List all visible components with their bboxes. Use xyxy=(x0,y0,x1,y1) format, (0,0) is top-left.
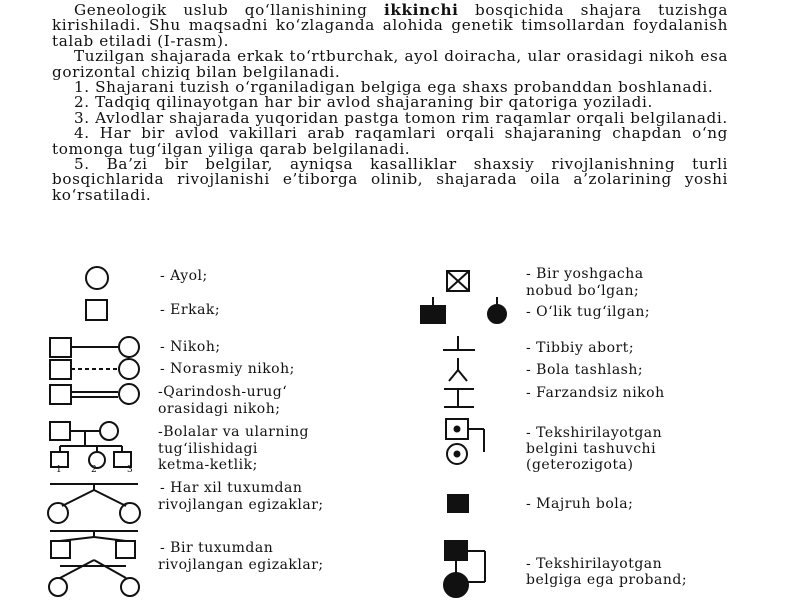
male-symbol xyxy=(86,300,107,320)
label-bir-tuxumdan: rivojlangan egizaklar; xyxy=(158,557,324,573)
bold-word: ikkinchi xyxy=(383,1,459,19)
identical-twins-symbol xyxy=(49,531,139,596)
disabled-child-symbol xyxy=(448,495,468,512)
female-symbol xyxy=(86,267,108,289)
informal-marriage-symbol xyxy=(50,359,139,379)
paragraph-1: Geneologik uslub qo‘llanishining ikkinchi bosqichida shajara tuzishga kirishiladi. Shu maqsadni ko‘zlaganda alohida genetik timsollardan foydalanish talab etiladi (I-rasm). xyxy=(52,1,728,50)
medical-abortion-symbol xyxy=(443,336,475,350)
label-erkak: - Erkak; xyxy=(160,302,221,318)
label-proband: belgiga ega proband; xyxy=(526,572,688,588)
paragraph-2: Tuzilgan shajarada erkak to‘rtburchak, ayol doiracha, ular orasidagi nikoh esa gorizontal chiziq bilan belgilanadi. xyxy=(52,47,728,81)
consanguineous-marriage-symbol xyxy=(50,384,139,404)
label-abort: - Tibbiy abort; xyxy=(526,340,635,356)
label-tashuvchi: (geterozigota) xyxy=(526,457,634,473)
label-har-xil: rivojlangan egizaklar; xyxy=(158,497,324,513)
label-qarindosh: -Qarindosh-urug‘ xyxy=(158,384,288,400)
infant-death-symbol xyxy=(447,271,469,291)
childless-marriage-symbol xyxy=(444,389,474,407)
label-olik: - O‘lik tug‘ilgan; xyxy=(526,304,651,320)
stillborn-symbol xyxy=(421,297,506,323)
paragraph-3: 1. Shajarani tuzish o‘rganiladigan belgiga ega shaxs probanddan boshlanadi. xyxy=(74,78,714,97)
label-yoshgacha: nobud bo‘lgan; xyxy=(526,283,640,299)
label-bolalar: -Bolalar va ularning xyxy=(158,424,309,440)
paragraph-7: 5. Ba’zi bir belgilar, ayniqsa kasalliklar shaxsiy rivojlanishning turli bosqichlarida rivojlanishi e’tiborga olinib, shajarada oila a’zolarining yoshi ko‘rsatiladi. xyxy=(52,155,728,204)
label-bola-tashlash: - Bola tashlash; xyxy=(526,362,644,378)
paragraph-6: 4. Har bir avlod vakillari arab raqamlari orqali shajaraning chapdan o‘ng tomonga tug‘ilgan yiliga qarab belgilanadi. xyxy=(52,124,728,158)
fraternal-twins-symbol xyxy=(48,484,140,523)
proband-symbol xyxy=(444,541,485,597)
child-number: 2 xyxy=(91,465,98,475)
label-qarindosh: orasidagi nikoh; xyxy=(158,401,281,417)
label-bir-tuxumdan: - Bir tuxumdan xyxy=(160,540,274,556)
label-bolalar: tug‘ilishidagi xyxy=(158,441,258,457)
label-proband: - Tekshirilayotgan xyxy=(526,556,663,572)
marriage-symbol xyxy=(50,337,139,357)
label-yoshgacha: - Bir yoshgacha xyxy=(526,266,644,282)
label-farzandsiz: - Farzandsiz nikoh xyxy=(526,385,665,401)
label-bolalar: ketma-ketlik; xyxy=(158,457,258,473)
child-number: 1 xyxy=(56,465,63,475)
label-har-xil: - Har xil tuxumdan xyxy=(160,480,303,496)
label-ayol: - Ayol; xyxy=(160,268,208,284)
miscarriage-symbol xyxy=(449,358,467,381)
label-tashuvchi: belgini tashuvchi xyxy=(526,441,657,457)
child-number: 3 xyxy=(127,465,134,475)
label-nikoh: - Nikoh; xyxy=(160,339,221,355)
carrier-symbol xyxy=(446,419,484,464)
label-majruh: - Majruh bola; xyxy=(526,496,634,512)
label-tashuvchi: - Tekshirilayotgan xyxy=(526,425,663,441)
paragraph-4: 2. Tadqiq qilinayotgan har bir avlod shajaraning bir qatoriga yoziladi. xyxy=(74,93,653,112)
paragraph-5: 3. Avlodlar shajarada yuqoridan pastga tomon rim raqamlar orqali belgilanadi. xyxy=(74,108,728,127)
label-norasmiy: - Norasmiy nikoh; xyxy=(160,361,295,377)
